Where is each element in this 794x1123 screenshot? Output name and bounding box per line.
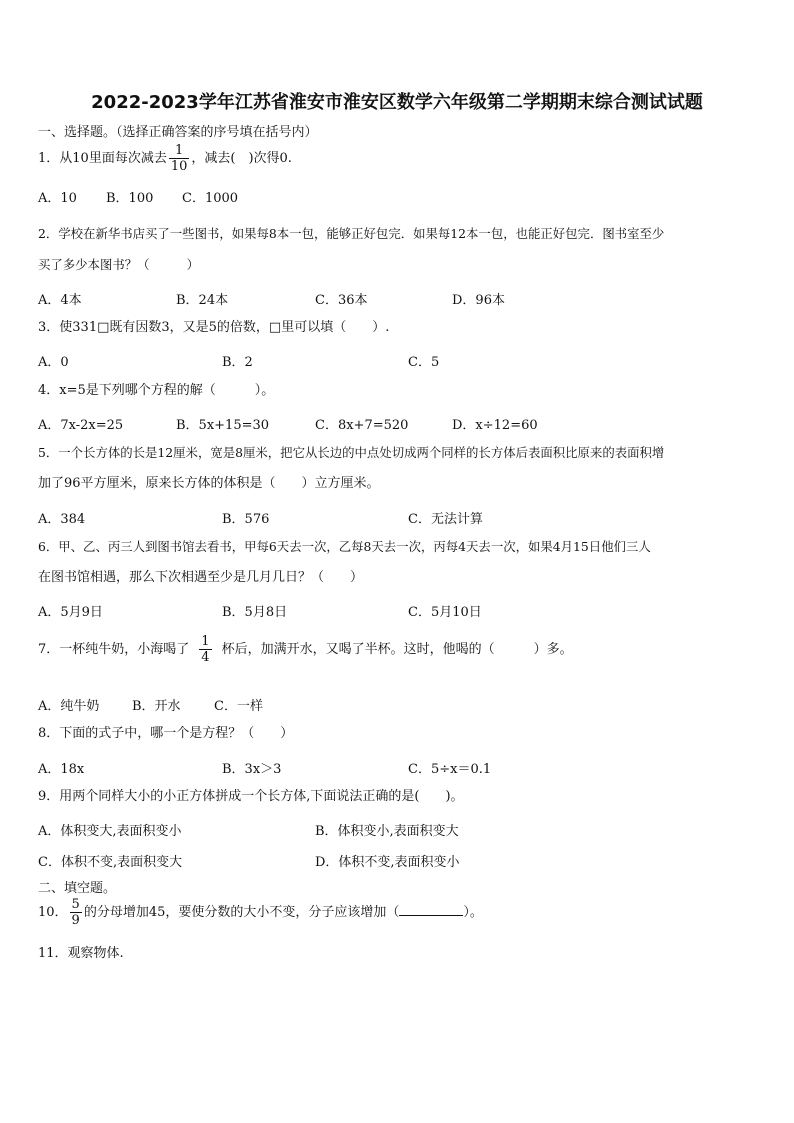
- q3-option-c: C．5: [408, 355, 440, 370]
- q1-option-a: A．10: [38, 191, 77, 206]
- q1-option-b: B．100: [106, 191, 154, 206]
- q8-option-b: B．3x＞3: [222, 762, 282, 777]
- question-10-stem: 的分母增加45，要使分数的大小不变，分子应该增加（: [83, 905, 400, 920]
- q6-option-b: B．5月8日: [222, 605, 288, 620]
- q2-option-d: D．96本: [452, 293, 505, 308]
- q3-option-a: A．0: [38, 355, 69, 370]
- question-7-stem-end: 杯后，加满开水，又喝了半杯。这时，他喝的（ ）多。: [221, 642, 573, 657]
- q2-option-b: B．24本: [176, 293, 229, 308]
- question-7: [38, 634, 573, 665]
- fraction-5-9: $\frac{5}{9}$: [71, 897, 80, 928]
- question-4: 4．x=5是下列哪个方程的解（ ）。: [38, 383, 275, 398]
- q7-option-c: C．一样: [214, 699, 263, 714]
- section-choice-heading: 一、选择题。（选择正确答案的序号填在括号内）: [38, 125, 318, 140]
- q2-option-a: A．4本: [38, 293, 82, 308]
- question-10: [38, 897, 483, 928]
- fraction-1-4: $\frac{1}{4}$: [201, 634, 210, 665]
- question-11: 11．观察物体.: [38, 946, 124, 961]
- q8-option-c: C．5÷x＝0.1: [408, 762, 492, 777]
- question-2-line-2: 买了多少本图书？（ ）: [38, 257, 200, 272]
- question-10-stem-end: ）。: [463, 905, 483, 920]
- question-7-stem-start: 7．一杯纯牛奶，小海喝了: [38, 642, 190, 657]
- q4-option-d: D．x÷12=60: [452, 418, 538, 433]
- question-10-number: 10．: [38, 905, 68, 920]
- q7-option-b: B．开水: [132, 699, 181, 714]
- question-1: [38, 143, 292, 174]
- question-1-stem-start: 1．从10里面每次减去: [38, 151, 167, 166]
- question-6-line-1: 6．甲、乙、丙三人到图书馆去看书，甲每6天去一次，乙每8天去一次，丙每4天去一次，如果4月15日他们三人: [38, 539, 651, 554]
- q3-option-b: B．2: [222, 355, 253, 370]
- question-9: 9．用两个同样大小的小正方体拼成一个长方体,下面说法正确的是( )。: [38, 789, 464, 804]
- q9-option-c: C．体积不变,表面积变大: [38, 855, 183, 870]
- q5-option-a: A．384: [38, 512, 86, 527]
- q6-option-a: A．5月9日: [38, 605, 103, 620]
- question-8: 8．下面的式子中，哪一个是方程？（ ）: [38, 726, 294, 741]
- q5-option-b: B．576: [222, 512, 270, 527]
- fraction-1-10: $\frac{1}{10}$: [170, 143, 188, 174]
- answer-blank[interactable]: [399, 903, 463, 916]
- q4-option-b: B．5x+15=30: [176, 418, 270, 433]
- question-6-line-2: 在图书馆相遇，那么下次相遇至少是几月几日？（ ）: [38, 570, 364, 585]
- q4-option-c: C．8x+7=520: [315, 418, 409, 433]
- question-1-stem-end: ，减去( )次得0.: [191, 151, 292, 166]
- q9-option-d: D．体积不变,表面积变小: [315, 855, 460, 870]
- q2-option-c: C．36本: [315, 293, 368, 308]
- question-3: 3．使331□既有因数3，又是5的倍数，□里可以填（ ）.: [38, 320, 390, 335]
- q8-option-a: A．18x: [38, 762, 85, 777]
- question-5-line-1: 5．一个长方体的长是12厘米，宽是8厘米，把它从长边的中点处切成两个同样的长方体后表面积比原来的表面积增: [38, 445, 665, 460]
- question-5-line-2: 加了96平方厘米，原来长方体的体积是（ ）立方厘米。: [38, 476, 380, 491]
- q9-option-b: B．体积变小,表面积变大: [315, 824, 459, 839]
- q7-option-a: A．纯牛奶: [38, 699, 100, 714]
- question-2-line-1: 2．学校在新华书店买了一些图书，如果每8本一包，能够正好包完．如果每12本一包，也能正好包完．图书室至少: [38, 226, 665, 241]
- section-fill-heading: 二、填空题。: [38, 881, 117, 896]
- q4-option-a: A．7x-2x=25: [38, 418, 124, 433]
- q5-option-c: C．无法计算: [408, 512, 483, 527]
- q1-option-c: C．1000: [182, 191, 239, 206]
- q9-option-a: A．体积变大,表面积变小: [38, 824, 182, 839]
- q6-option-c: C．5月10日: [408, 605, 482, 620]
- page-title: 2022-2023学年江苏省淮安市淮安区数学六年级第二学期期末综合测试试题: [91, 92, 703, 113]
